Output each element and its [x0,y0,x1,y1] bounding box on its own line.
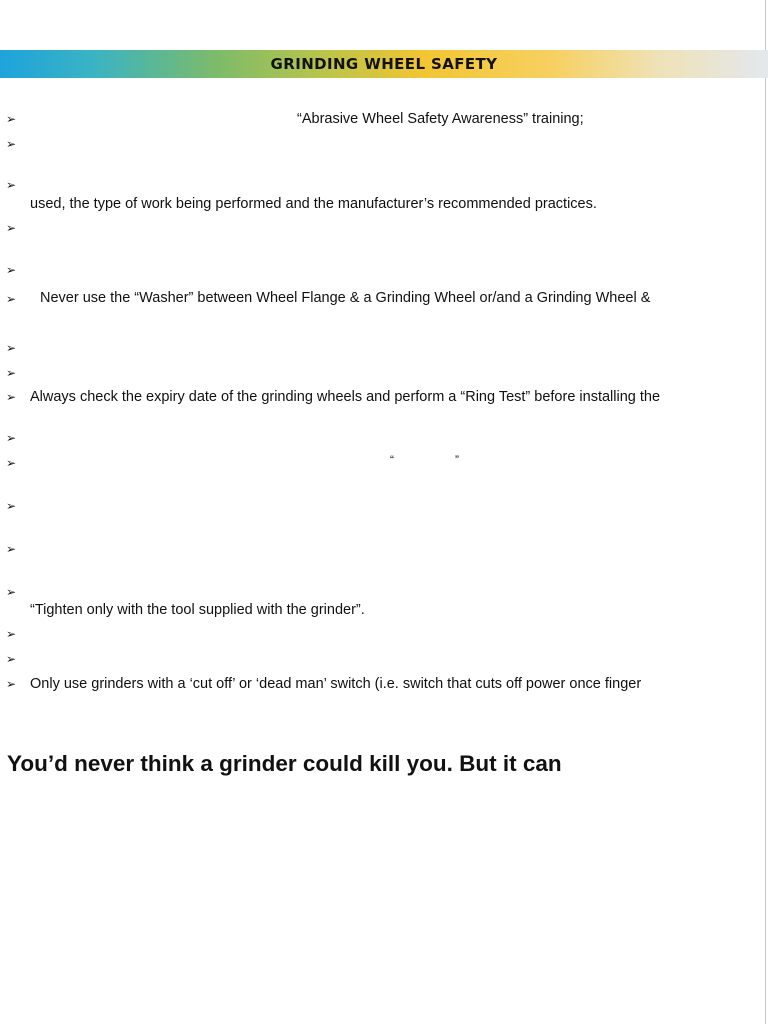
open-quote-mark: “ [390,453,394,467]
bullet-marker-icon: ➢ [6,178,17,192]
bullet-marker-icon: ➢ [6,542,17,556]
cut-off-switch-line: Only use grinders with a ‘cut off’ or ‘dead man’ switch (i.e. switch that cuts off power once finger [30,676,642,692]
bullet-marker-icon: ➢ [6,431,17,445]
headline: You’d never think a grinder could kill you. But it can [7,751,562,776]
bullet-marker-icon: ➢ [6,585,17,599]
bullet-marker-icon: ➢ [6,292,17,306]
bullet-marker-icon: ➢ [6,627,17,641]
bullet-marker-icon: ➢ [6,677,17,691]
page-edge-divider [765,0,766,1024]
training-line: “Abrasive Wheel Safety Awareness” training; [297,111,584,127]
page-title: GRINDING WHEEL SAFETY [270,55,498,73]
bullet-marker-icon: ➢ [6,390,17,404]
bullet-marker-icon: ➢ [6,263,17,277]
washer-line: Never use the “Washer” between Wheel Flange & a Grinding Wheel or/and a Grinding Wheel & [40,290,651,306]
close-quote-mark: ” [455,453,459,467]
bullet-marker-icon: ➢ [6,341,17,355]
bullet-marker-icon: ➢ [6,366,17,380]
bullet-marker-icon: ➢ [6,652,17,666]
bullet-marker-icon: ➢ [6,221,17,235]
tighten-tool-line: “Tighten only with the tool supplied with the grinder”. [30,602,365,618]
wheel-type-line: used, the type of work being performed and the manufacturer’s recommended practices. [30,196,597,212]
bullet-marker-icon: ➢ [6,456,17,470]
expiry-ring-test-line: Always check the expiry date of the grinding wheels and perform a “Ring Test” before installing the [30,389,661,405]
bullet-marker-icon: ➢ [6,112,17,126]
title-banner [0,50,768,78]
bullet-marker-icon: ➢ [6,137,17,151]
bullet-marker-icon: ➢ [6,499,17,513]
